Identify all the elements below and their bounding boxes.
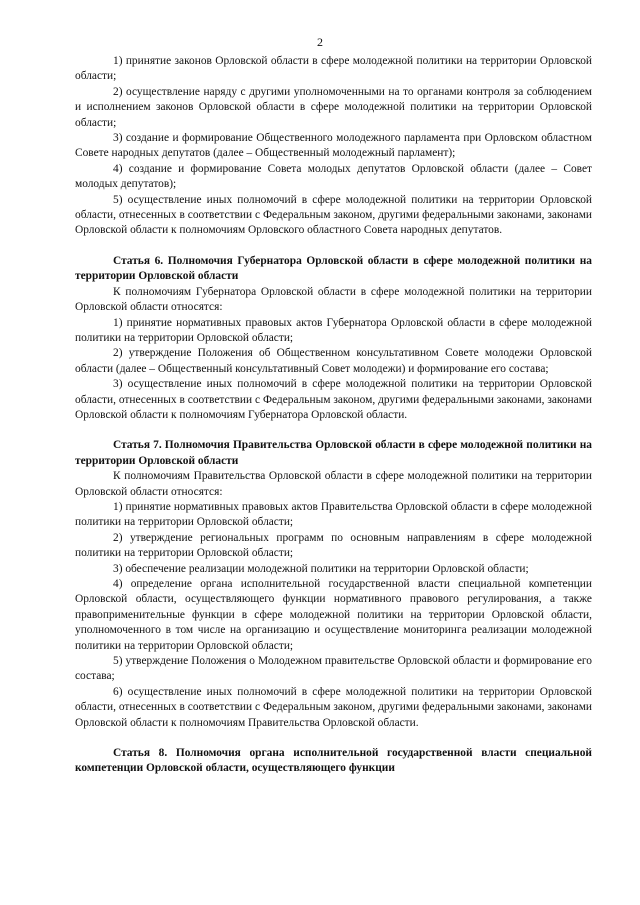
- list-item: 2) утверждение региональных программ по основным направлениям в сфере молодежной политики на территории Орловской области;: [75, 531, 592, 560]
- document-body: [75, 54, 592, 777]
- list-item: 2) осуществление наряду с другими уполномоченными на то органами контроля за соблюдением и исполнением законов Орловской области в сфере молодежной политики на территории Орловской области;: [75, 85, 592, 129]
- list-item: 4) определение органа исполнительной государственной власти специальной компетенции Орловской области, осуществляющего функции нормативного правового регулирования, а также правоприменительные функции в сфере молодежной политики на территории Орловской области, уполномоченного в том числе на организацию и осуществление мониторинга реализации молодежной политики на территории Орловской области;: [75, 578, 592, 652]
- list-item: 1) принятие нормативных правовых актов Губернатора Орловской области в сфере молодежной политики на территории Орловской области;: [75, 316, 592, 344]
- list-item: 3) осуществление иных полномочий в сфере молодежной политики на территории Орловской области, отнесенных в соответствии с Федеральным законом, другими федеральными законами, законами Орловской области к полномочиям Губернатора Орловской области.: [75, 378, 592, 421]
- page-number: 2: [317, 35, 323, 49]
- article-6-heading: Статья 6. Полномочия Губернатора Орловской области в сфере молодежной политики на территории Орловской области: [75, 254, 592, 283]
- list-item: 3) обеспечение реализации молодежной политики на территории Орловской области;: [113, 562, 529, 575]
- list-item: 4) создание и формирование Совета молодых депутатов Орловской области (далее – Совет молодых депутатов);: [75, 162, 592, 191]
- list-item: 2) утверждение Положения об Общественном консультативном Совете молодежи Орловской области (далее – Общественный консультативный Совет молодежи) и формирование его состава;: [75, 347, 592, 375]
- list-item: 1) принятие нормативных правовых актов Правительства Орловской области в сфере молодежной политики на территории Орловской области;: [75, 500, 592, 529]
- article-7-heading: Статья 7. Полномочия Правительства Орловской области в сфере молодежной политики на территории Орловской области: [75, 439, 592, 467]
- article-6-intro: К полномочиям Губернатора Орловской области в сфере молодежной политики на территории Орловской области относятся:: [75, 285, 592, 314]
- list-item: 1) принятие законов Орловской области в сфере молодежной политики на территории Орловской области;: [75, 55, 592, 83]
- article-8-heading: Статья 8. Полномочия органа исполнительной государственной власти специальной компетенции Орловской области, осуществляющего функции: [75, 747, 592, 775]
- article-7-intro: К полномочиям Правительства Орловской области в сфере молодежной политики на территории Орловской области относятся:: [75, 470, 592, 498]
- list-item: 5) осуществление иных полномочий в сфере молодежной политики на территории Орловской области, отнесенных в соответствии с Федеральным законом, другими федеральными законами, законами Орловской области к полномочиям Орловского областного Совета народных депутатов.: [75, 193, 592, 237]
- list-item: 5) утверждение Положения о Молодежном правительстве Орловской области и формирование его состава;: [75, 655, 592, 683]
- list-item: 3) создание и формирование Общественного молодежного парламента при Орловском областном Совете народных депутатов (далее – Общественный молодежный парламент);: [75, 132, 592, 160]
- list-item: 6) осуществление иных полномочий в сфере молодежной политики на территории Орловской области, отнесенных в соответствии с Федеральным законом, другими федеральными законами, законами Орловской области к полномочиям Правительства Орловской области.: [75, 685, 592, 729]
